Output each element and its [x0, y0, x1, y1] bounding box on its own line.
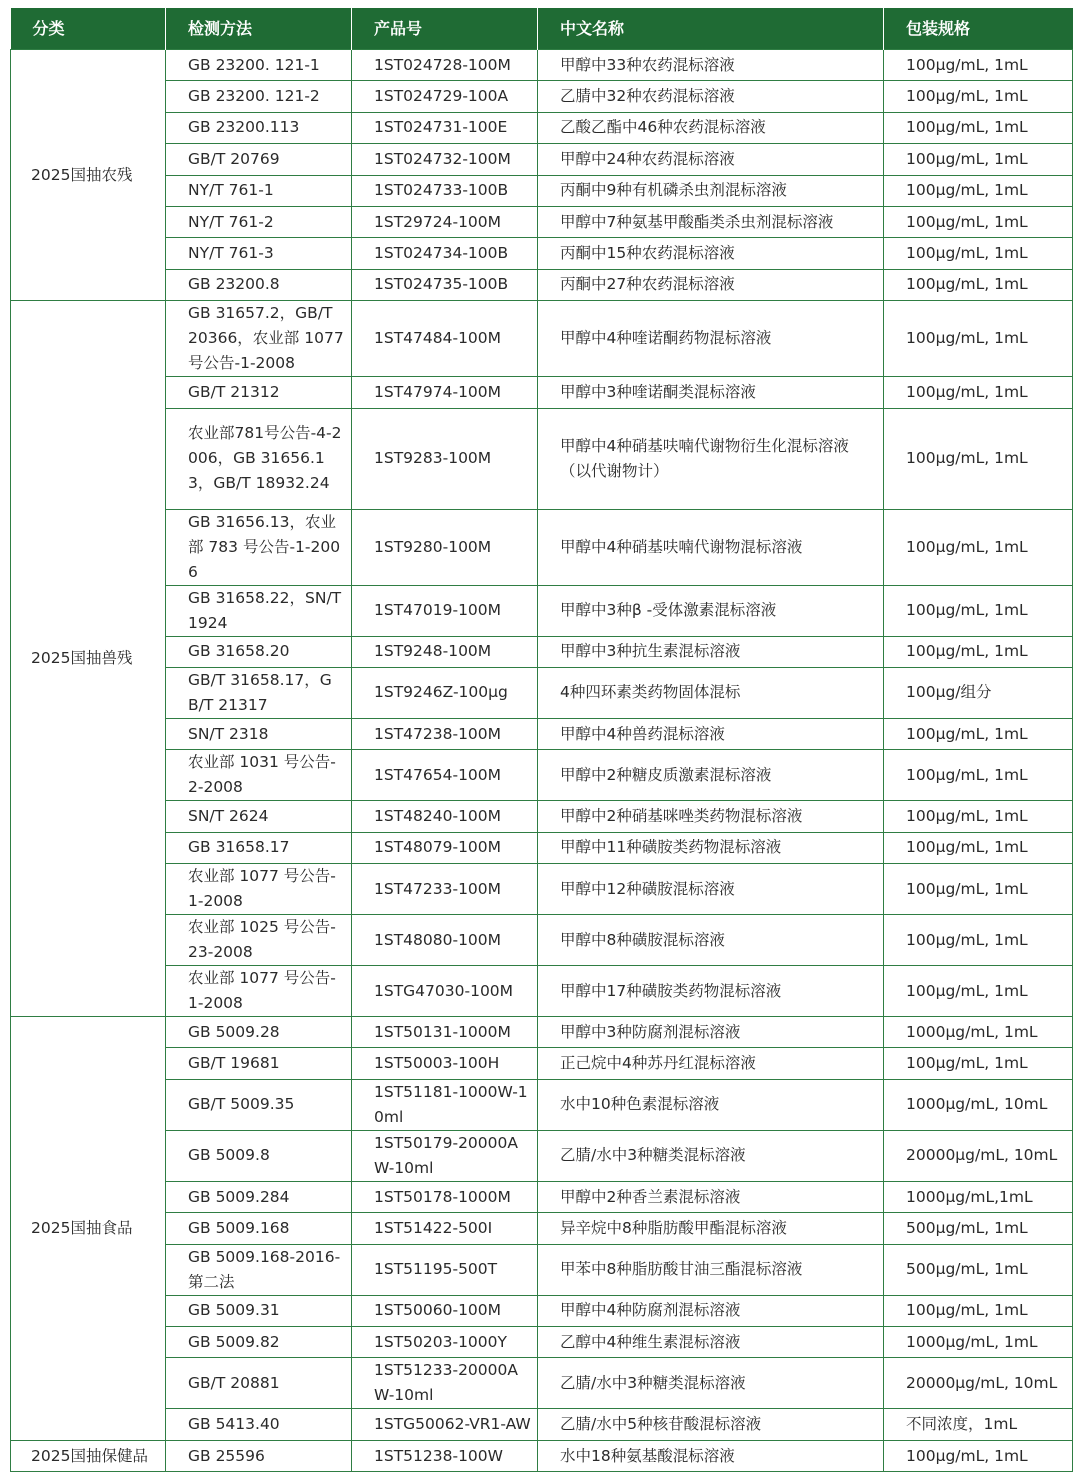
- product-cell: 1ST9283-100M: [352, 408, 538, 509]
- name-cell: 丙酮中15种农药混标溶液: [538, 238, 884, 269]
- product-cell: 1ST29724-100M: [352, 206, 538, 237]
- method-cell: NY/T 761-3: [166, 238, 352, 269]
- name-cell: 乙腈中32种农药混标溶液: [538, 81, 884, 112]
- pack-cell: 100μg/mL, 1mL: [884, 175, 1073, 206]
- product-cell: 1ST50179-20000AW-10ml: [352, 1130, 538, 1181]
- header-package: 包装规格: [884, 8, 1073, 50]
- pack-cell: 100μg/mL, 1mL: [884, 1048, 1073, 1079]
- pack-cell: 100μg/mL, 1mL: [884, 238, 1073, 269]
- name-cell: 甲醇中17种磺胺类药物混标溶液: [538, 966, 884, 1017]
- table-row: [11, 1130, 1073, 1181]
- pack-cell: 100μg/mL, 1mL: [884, 509, 1073, 585]
- product-cell: 1ST48080-100M: [352, 915, 538, 966]
- name-cell: 甲醇中4种硝基呋喃代谢物混标溶液: [538, 509, 884, 585]
- header-chinese-name: 中文名称: [538, 8, 884, 50]
- method-cell: GB 23200.113: [166, 112, 352, 143]
- name-cell: 甲醇中4种喹诺酮药物混标溶液: [538, 301, 884, 377]
- table-row: [11, 966, 1073, 1017]
- method-cell: GB/T 20881: [166, 1358, 352, 1409]
- product-cell: 1ST024732-100M: [352, 144, 538, 175]
- method-cell: NY/T 761-2: [166, 206, 352, 237]
- product-cell: 1ST024728-100M: [352, 50, 538, 81]
- name-cell: 甲醇中2种香兰素混标溶液: [538, 1181, 884, 1212]
- pack-cell: 100μg/mL, 1mL: [884, 636, 1073, 667]
- table-row: [11, 206, 1073, 237]
- table-row: [11, 144, 1073, 175]
- name-cell: 甲醇中3种防腐剂混标溶液: [538, 1017, 884, 1048]
- table-row: [11, 1295, 1073, 1326]
- pack-cell: 1000μg/mL, 1mL: [884, 1017, 1073, 1048]
- table-row: [11, 1181, 1073, 1212]
- method-cell: GB 5009.8: [166, 1130, 352, 1181]
- category-cell: 2025国抽农残: [11, 50, 166, 301]
- pack-cell: 100μg/mL, 1mL: [884, 50, 1073, 81]
- table-row: [11, 408, 1073, 509]
- table-row: [11, 1213, 1073, 1244]
- table-row: [11, 509, 1073, 585]
- category-cell: 2025国抽食品: [11, 1017, 166, 1441]
- product-cell: 1ST9246Z-100μg: [352, 667, 538, 718]
- pack-cell: 100μg/mL, 1mL: [884, 206, 1073, 237]
- method-cell: GB 31658.20: [166, 636, 352, 667]
- product-cell: 1ST024729-100A: [352, 81, 538, 112]
- method-cell: GB 31658.17: [166, 832, 352, 863]
- table-row: [11, 81, 1073, 112]
- pack-cell: 100μg/mL, 1mL: [884, 585, 1073, 636]
- name-cell: 甲苯中8种脂肪酸甘油三酯混标溶液: [538, 1244, 884, 1295]
- table-row: [11, 238, 1073, 269]
- name-cell: 水中10种色素混标溶液: [538, 1079, 884, 1130]
- pack-cell: 100μg/mL, 1mL: [884, 408, 1073, 509]
- header-product-no: 产品号: [352, 8, 538, 50]
- table-row: [11, 1409, 1073, 1440]
- name-cell: 甲醇中24种农药混标溶液: [538, 144, 884, 175]
- name-cell: 乙醇中4种维生素混标溶液: [538, 1327, 884, 1358]
- table-row: [11, 1244, 1073, 1295]
- pack-cell: 100μg/mL, 1mL: [884, 864, 1073, 915]
- name-cell: 甲醇中3种β -受体激素混标溶液: [538, 585, 884, 636]
- table-row: [11, 1358, 1073, 1409]
- name-cell: 甲醇中12种磺胺混标溶液: [538, 864, 884, 915]
- table-row: [11, 667, 1073, 718]
- table-row: [11, 864, 1073, 915]
- category-cell: 2025国抽保健品: [11, 1440, 166, 1471]
- name-cell: 丙酮中9种有机磷杀虫剂混标溶液: [538, 175, 884, 206]
- product-cell: 1ST51233-20000AW-10ml: [352, 1358, 538, 1409]
- method-cell: GB 5009.168-2016-第二法: [166, 1244, 352, 1295]
- category-cell: 2025国抽兽残: [11, 301, 166, 1017]
- pack-cell: 100μg/mL, 1mL: [884, 301, 1073, 377]
- method-cell: GB 31658.22，SN/T 1924: [166, 585, 352, 636]
- pack-cell: 100μg/mL, 1mL: [884, 144, 1073, 175]
- product-cell: 1ST48079-100M: [352, 832, 538, 863]
- pack-cell: 100μg/mL, 1mL: [884, 112, 1073, 143]
- product-cell: 1ST024735-100B: [352, 269, 538, 300]
- name-cell: 甲醇中2种硝基咪唑类药物混标溶液: [538, 801, 884, 832]
- pack-cell: 100μg/mL, 1mL: [884, 832, 1073, 863]
- product-cell: 1ST50131-1000M: [352, 1017, 538, 1048]
- product-cell: 1ST47019-100M: [352, 585, 538, 636]
- table-row: [11, 1327, 1073, 1358]
- method-cell: SN/T 2318: [166, 718, 352, 749]
- method-cell: 农业部 1031 号公告-2-2008: [166, 750, 352, 801]
- pack-cell: 100μg/mL, 1mL: [884, 915, 1073, 966]
- method-cell: GB 31657.2，GB/T 20366，农业部 1077 号公告-1-2008: [166, 301, 352, 377]
- method-cell: GB 5009.82: [166, 1327, 352, 1358]
- product-cell: 1STG50062-VR1-AW: [352, 1409, 538, 1440]
- name-cell: 甲醇中7种氨基甲酸酯类杀虫剂混标溶液: [538, 206, 884, 237]
- table-row: [11, 1079, 1073, 1130]
- product-cell: 1ST9280-100M: [352, 509, 538, 585]
- product-cell: 1ST47238-100M: [352, 718, 538, 749]
- pack-cell: 100μg/mL, 1mL: [884, 269, 1073, 300]
- pack-cell: 100μg/mL, 1mL: [884, 718, 1073, 749]
- pack-cell: 100μg/mL, 1mL: [884, 1295, 1073, 1326]
- method-cell: GB 23200. 121-1: [166, 50, 352, 81]
- name-cell: 丙酮中27种农药混标溶液: [538, 269, 884, 300]
- name-cell: 甲醇中33种农药混标溶液: [538, 50, 884, 81]
- name-cell: 甲醇中4种防腐剂混标溶液: [538, 1295, 884, 1326]
- pack-cell: 100μg/mL, 1mL: [884, 801, 1073, 832]
- pack-cell: 1000μg/mL,1mL: [884, 1181, 1073, 1212]
- pack-cell: 不同浓度，1mL: [884, 1409, 1073, 1440]
- product-cell: 1ST50203-1000Y: [352, 1327, 538, 1358]
- product-cell: 1ST48240-100M: [352, 801, 538, 832]
- table-row: [11, 636, 1073, 667]
- method-cell: GB 23200.8: [166, 269, 352, 300]
- name-cell: 乙腈/水中5种核苷酸混标溶液: [538, 1409, 884, 1440]
- name-cell: 甲醇中3种喹诺酮类混标溶液: [538, 377, 884, 408]
- pack-cell: 100μg/mL, 1mL: [884, 377, 1073, 408]
- product-table-container: [10, 8, 1072, 1472]
- table-row: [11, 718, 1073, 749]
- product-cell: 1ST51195-500T: [352, 1244, 538, 1295]
- name-cell: 乙腈/水中3种糖类混标溶液: [538, 1130, 884, 1181]
- table-row: [11, 915, 1073, 966]
- product-cell: 1ST50003-100H: [352, 1048, 538, 1079]
- product-cell: 1ST51238-100W: [352, 1440, 538, 1471]
- name-cell: 甲醇中3种抗生素混标溶液: [538, 636, 884, 667]
- table-header-row: [11, 8, 1073, 50]
- method-cell: GB/T 5009.35: [166, 1079, 352, 1130]
- product-cell: 1ST47233-100M: [352, 864, 538, 915]
- name-cell: 甲醇中8种磺胺混标溶液: [538, 915, 884, 966]
- table-row: [11, 585, 1073, 636]
- pack-cell: 500μg/mL, 1mL: [884, 1213, 1073, 1244]
- header-category: 分类: [11, 8, 166, 50]
- header-method: 检测方法: [166, 8, 352, 50]
- table-row: [11, 301, 1073, 377]
- product-cell: 1ST47484-100M: [352, 301, 538, 377]
- method-cell: 农业部 1077 号公告-1-2008: [166, 966, 352, 1017]
- method-cell: GB 5413.40: [166, 1409, 352, 1440]
- method-cell: 农业部 1077 号公告-1-2008: [166, 864, 352, 915]
- table-row: [11, 269, 1073, 300]
- method-cell: GB 31656.13，农业部 783 号公告-1-2006: [166, 509, 352, 585]
- method-cell: GB/T 31658.17，GB/T 21317: [166, 667, 352, 718]
- pack-cell: 20000μg/mL, 10mL: [884, 1358, 1073, 1409]
- product-cell: 1ST47974-100M: [352, 377, 538, 408]
- pack-cell: 100μg/mL, 1mL: [884, 81, 1073, 112]
- pack-cell: 1000μg/mL, 10mL: [884, 1079, 1073, 1130]
- name-cell: 乙酸乙酯中46种农药混标溶液: [538, 112, 884, 143]
- pack-cell: 100μg/mL, 1mL: [884, 750, 1073, 801]
- method-cell: GB 25596: [166, 1440, 352, 1471]
- name-cell: 甲醇中4种硝基呋喃代谢物衍生化混标溶液（以代谢物计）: [538, 408, 884, 509]
- table-row: [11, 1048, 1073, 1079]
- product-cell: 1STG47030-100M: [352, 966, 538, 1017]
- name-cell: 甲醇中2种糖皮质激素混标溶液: [538, 750, 884, 801]
- method-cell: 农业部 1025 号公告-23-2008: [166, 915, 352, 966]
- pack-cell: 100μg/组分: [884, 667, 1073, 718]
- name-cell: 甲醇中4种兽药混标溶液: [538, 718, 884, 749]
- product-cell: 1ST024734-100B: [352, 238, 538, 269]
- product-cell: 1ST47654-100M: [352, 750, 538, 801]
- method-cell: GB 5009.284: [166, 1181, 352, 1212]
- table-row: [11, 377, 1073, 408]
- method-cell: SN/T 2624: [166, 801, 352, 832]
- name-cell: 甲醇中11种磺胺类药物混标溶液: [538, 832, 884, 863]
- name-cell: 水中18种氨基酸混标溶液: [538, 1440, 884, 1471]
- method-cell: GB 5009.168: [166, 1213, 352, 1244]
- method-cell: GB/T 21312: [166, 377, 352, 408]
- product-cell: 1ST50178-1000M: [352, 1181, 538, 1212]
- method-cell: NY/T 761-1: [166, 175, 352, 206]
- method-cell: GB 5009.31: [166, 1295, 352, 1326]
- product-table: [10, 8, 1073, 1472]
- product-cell: 1ST50060-100M: [352, 1295, 538, 1326]
- name-cell: 乙腈/水中3种糖类混标溶液: [538, 1358, 884, 1409]
- table-row: [11, 1440, 1073, 1471]
- method-cell: GB/T 20769: [166, 144, 352, 175]
- pack-cell: 1000μg/mL, 1mL: [884, 1327, 1073, 1358]
- name-cell: 4种四环素类药物固体混标: [538, 667, 884, 718]
- pack-cell: 100μg/mL, 1mL: [884, 966, 1073, 1017]
- method-cell: 农业部781号公告-4-2006，GB 31656.13，GB/T 18932.24: [166, 408, 352, 509]
- method-cell: GB 5009.28: [166, 1017, 352, 1048]
- pack-cell: 500μg/mL, 1mL: [884, 1244, 1073, 1295]
- name-cell: 正己烷中4种苏丹红混标溶液: [538, 1048, 884, 1079]
- table-row: [11, 50, 1073, 81]
- product-cell: 1ST51181-1000W-10ml: [352, 1079, 538, 1130]
- method-cell: GB/T 19681: [166, 1048, 352, 1079]
- name-cell: 异辛烷中8种脂肪酸甲酯混标溶液: [538, 1213, 884, 1244]
- table-row: [11, 112, 1073, 143]
- product-cell: 1ST024733-100B: [352, 175, 538, 206]
- table-row: [11, 801, 1073, 832]
- product-cell: 1ST51422-500I: [352, 1213, 538, 1244]
- table-row: [11, 1017, 1073, 1048]
- table-row: [11, 750, 1073, 801]
- product-cell: 1ST024731-100E: [352, 112, 538, 143]
- pack-cell: 100μg/mL, 1mL: [884, 1440, 1073, 1471]
- table-row: [11, 832, 1073, 863]
- product-cell: 1ST9248-100M: [352, 636, 538, 667]
- method-cell: GB 23200. 121-2: [166, 81, 352, 112]
- table-row: [11, 175, 1073, 206]
- pack-cell: 20000μg/mL, 10mL: [884, 1130, 1073, 1181]
